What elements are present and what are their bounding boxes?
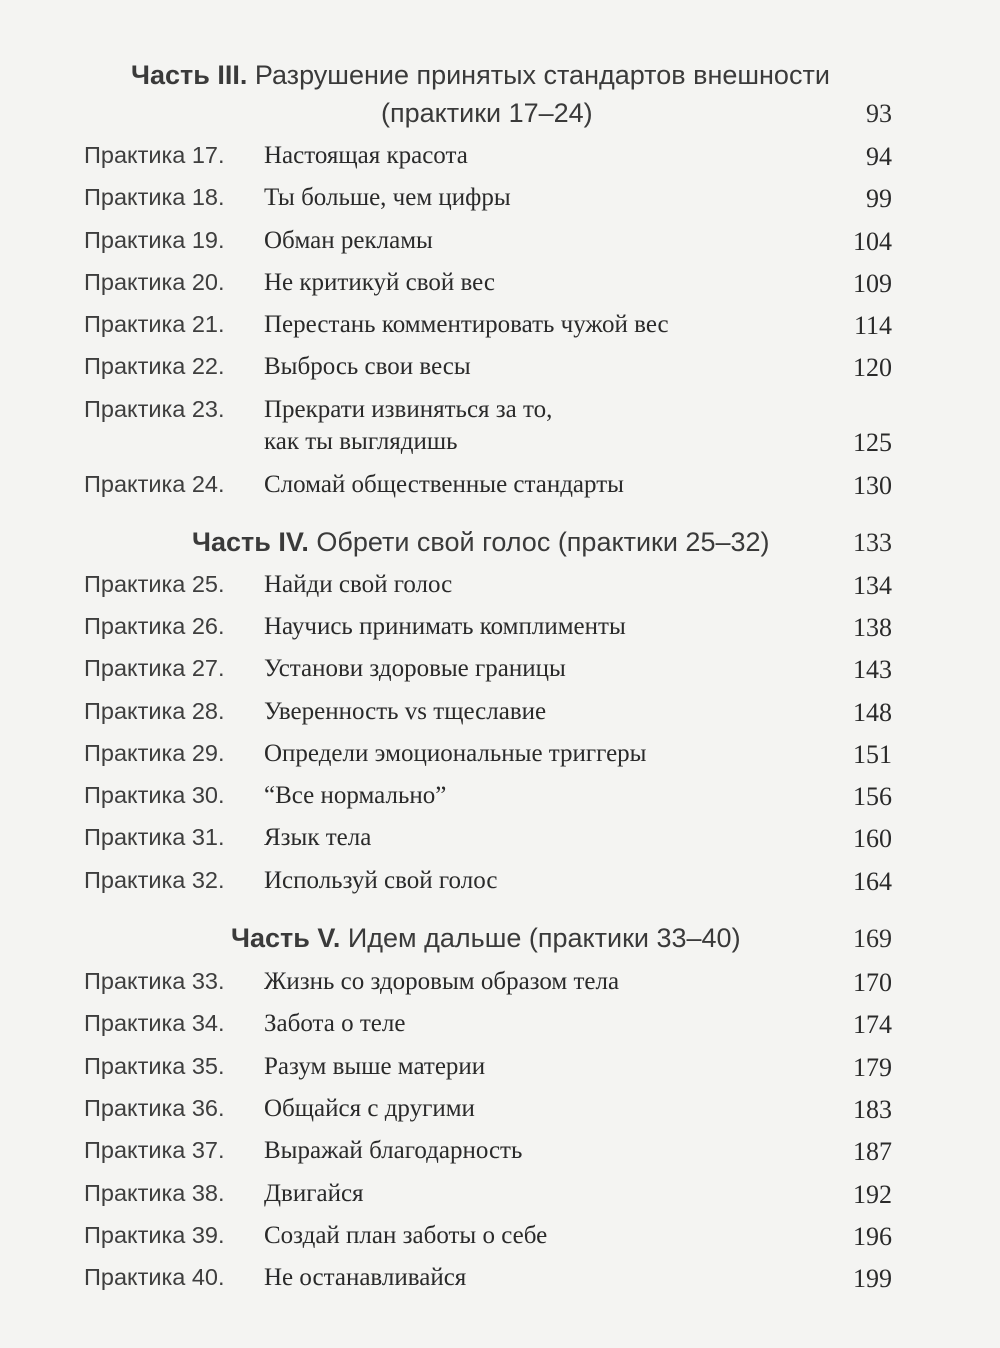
practice-title: Создай план заботы о себе: [264, 1222, 548, 1249]
toc-entry-20[interactable]: [0, 269, 1000, 309]
practice-label: Практика 39.: [84, 1222, 225, 1248]
practice-label: Практика 24.: [84, 471, 225, 497]
practice-label: Практика 33.: [84, 968, 225, 994]
part-3-title-line2: (практики 17–24): [381, 98, 593, 128]
practice-title: Перестань комментировать чужой вес: [264, 311, 669, 338]
part-4-heading: [0, 527, 1000, 567]
practice-label: Практика 18.: [84, 184, 225, 210]
toc-entry-17[interactable]: [0, 142, 1000, 182]
practice-page: 104: [853, 227, 892, 256]
toc-entry-28[interactable]: [0, 698, 1000, 738]
practice-label: Практика 36.: [84, 1095, 225, 1121]
practice-title: Выражай благодарность: [264, 1137, 523, 1164]
toc-entry-21[interactable]: [0, 311, 1000, 351]
toc-entry-36[interactable]: [0, 1095, 1000, 1135]
practice-page: 192: [853, 1180, 892, 1209]
practice-label: Практика 27.: [84, 655, 225, 681]
practice-label: Практика 22.: [84, 353, 225, 379]
practice-title: Сломай общественные стандарты: [264, 471, 624, 498]
practice-label: Практика 40.: [84, 1264, 225, 1290]
toc-entry-35[interactable]: [0, 1053, 1000, 1093]
toc-entry-39[interactable]: [0, 1222, 1000, 1262]
practice-page: 164: [853, 867, 892, 896]
toc-entry-33[interactable]: [0, 968, 1000, 1008]
practice-page: 134: [853, 571, 892, 600]
practice-title: Обман рекламы: [264, 227, 433, 254]
practice-title: Общайся с другими: [264, 1095, 475, 1122]
practice-page: 143: [853, 655, 892, 684]
practice-title: Установи здоровые границы: [264, 655, 566, 682]
part-label: Часть IV.: [192, 527, 309, 557]
toc-entry-29[interactable]: [0, 740, 1000, 780]
practice-title: Используй свой голос: [264, 867, 498, 894]
practice-title: Жизнь со здоровым образом тела: [264, 968, 620, 995]
toc-entry-25[interactable]: [0, 571, 1000, 611]
practice-label: Практика 23.: [84, 396, 225, 422]
practice-page: 114: [853, 311, 892, 340]
practice-title: Язык тела: [264, 824, 372, 851]
toc-entry-32[interactable]: [0, 867, 1000, 907]
practice-page: 160: [853, 824, 892, 853]
part-5-heading: [0, 923, 1000, 963]
practice-page: 179: [853, 1053, 892, 1082]
practice-page: 170: [853, 968, 892, 997]
practice-label: Практика 38.: [84, 1180, 225, 1206]
practice-label: Практика 32.: [84, 867, 225, 893]
practice-title: “Все нормально”: [264, 782, 447, 809]
part-3-title-line1: [131, 60, 830, 91]
toc-entry-34[interactable]: [0, 1010, 1000, 1050]
practice-page: 148: [853, 698, 892, 727]
part-4-title: [192, 527, 770, 558]
practice-label: Практика 25.: [84, 571, 225, 597]
practice-label: Практика 28.: [84, 698, 225, 724]
practice-page: 199: [853, 1264, 892, 1293]
practice-label: Практика 31.: [84, 824, 225, 850]
toc-entry-27[interactable]: [0, 655, 1000, 695]
toc-entry-19[interactable]: [0, 227, 1000, 267]
practice-page: 120: [853, 353, 892, 382]
practice-page: 183: [853, 1095, 892, 1124]
practice-title-line2: как ты выглядишь: [264, 428, 458, 455]
practice-page: 130: [853, 471, 892, 500]
practice-title: Выбрось свои весы: [264, 353, 471, 380]
practice-title: Забота о теле: [264, 1010, 406, 1037]
practice-label: Практика 34.: [84, 1010, 225, 1036]
practice-page: 109: [853, 269, 892, 298]
practice-label: Практика 29.: [84, 740, 225, 766]
toc-entry-38[interactable]: [0, 1180, 1000, 1220]
practice-title: Прекрати извиняться за то,: [264, 396, 553, 423]
practice-label: Практика 20.: [84, 269, 225, 295]
part-label: Часть III.: [131, 60, 248, 90]
part-4-page: 133: [853, 528, 892, 557]
practice-page: 187: [853, 1137, 892, 1166]
part-3-heading: [0, 60, 1000, 140]
practice-label: Практика 19.: [84, 227, 225, 253]
practice-title: Не критикуй свой вес: [264, 269, 495, 296]
practice-page: 99: [866, 184, 892, 213]
practice-title: Настоящая красота: [264, 142, 468, 169]
practice-page: 196: [853, 1222, 892, 1251]
practice-title: Разум выше материи: [264, 1053, 486, 1080]
practice-title: Научись принимать комплименты: [264, 613, 626, 640]
toc-entry-23[interactable]: [0, 396, 1000, 466]
part-title-text: Разрушение принятых стандартов внешности: [254, 60, 830, 90]
toc-entry-24[interactable]: [0, 471, 1000, 511]
practice-label: Практика 30.: [84, 782, 225, 808]
toc-entry-30[interactable]: [0, 782, 1000, 822]
part-title-text: Идем дальше (практики 33–40): [347, 923, 741, 953]
practice-page: 138: [853, 613, 892, 642]
toc-entry-31[interactable]: [0, 824, 1000, 864]
part-3-page: 93: [866, 99, 892, 128]
practice-title: Не останавливайся: [264, 1264, 467, 1291]
practice-title: Определи эмоциональные триггеры: [264, 740, 647, 767]
part-5-title: [231, 923, 741, 954]
practice-title: Ты больше, чем цифры: [264, 184, 511, 211]
practice-page: 156: [853, 782, 892, 811]
toc-entry-40[interactable]: [0, 1264, 1000, 1304]
toc-entry-37[interactable]: [0, 1137, 1000, 1177]
practice-page: 174: [853, 1010, 892, 1039]
part-label: Часть V.: [231, 923, 341, 953]
practice-title: Найди свой голос: [264, 571, 453, 598]
practice-label: Практика 26.: [84, 613, 225, 639]
practice-label: Практика 17.: [84, 142, 225, 168]
toc-entry-18[interactable]: [0, 184, 1000, 224]
toc-entry-26[interactable]: [0, 613, 1000, 653]
practice-label: Практика 35.: [84, 1053, 225, 1079]
part-title-text: Обрети свой голос (практики 25–32): [316, 527, 770, 557]
practice-page: 94: [866, 142, 892, 171]
practice-label: Практика 21.: [84, 311, 225, 337]
practice-title: Уверенность vs тщеславие: [264, 698, 547, 725]
practice-title: Двигайся: [264, 1180, 364, 1207]
toc-entry-22[interactable]: [0, 353, 1000, 393]
practice-page: 125: [853, 428, 892, 457]
practice-page: 151: [853, 740, 892, 769]
practice-label: Практика 37.: [84, 1137, 225, 1163]
part-5-page: 169: [853, 924, 892, 953]
